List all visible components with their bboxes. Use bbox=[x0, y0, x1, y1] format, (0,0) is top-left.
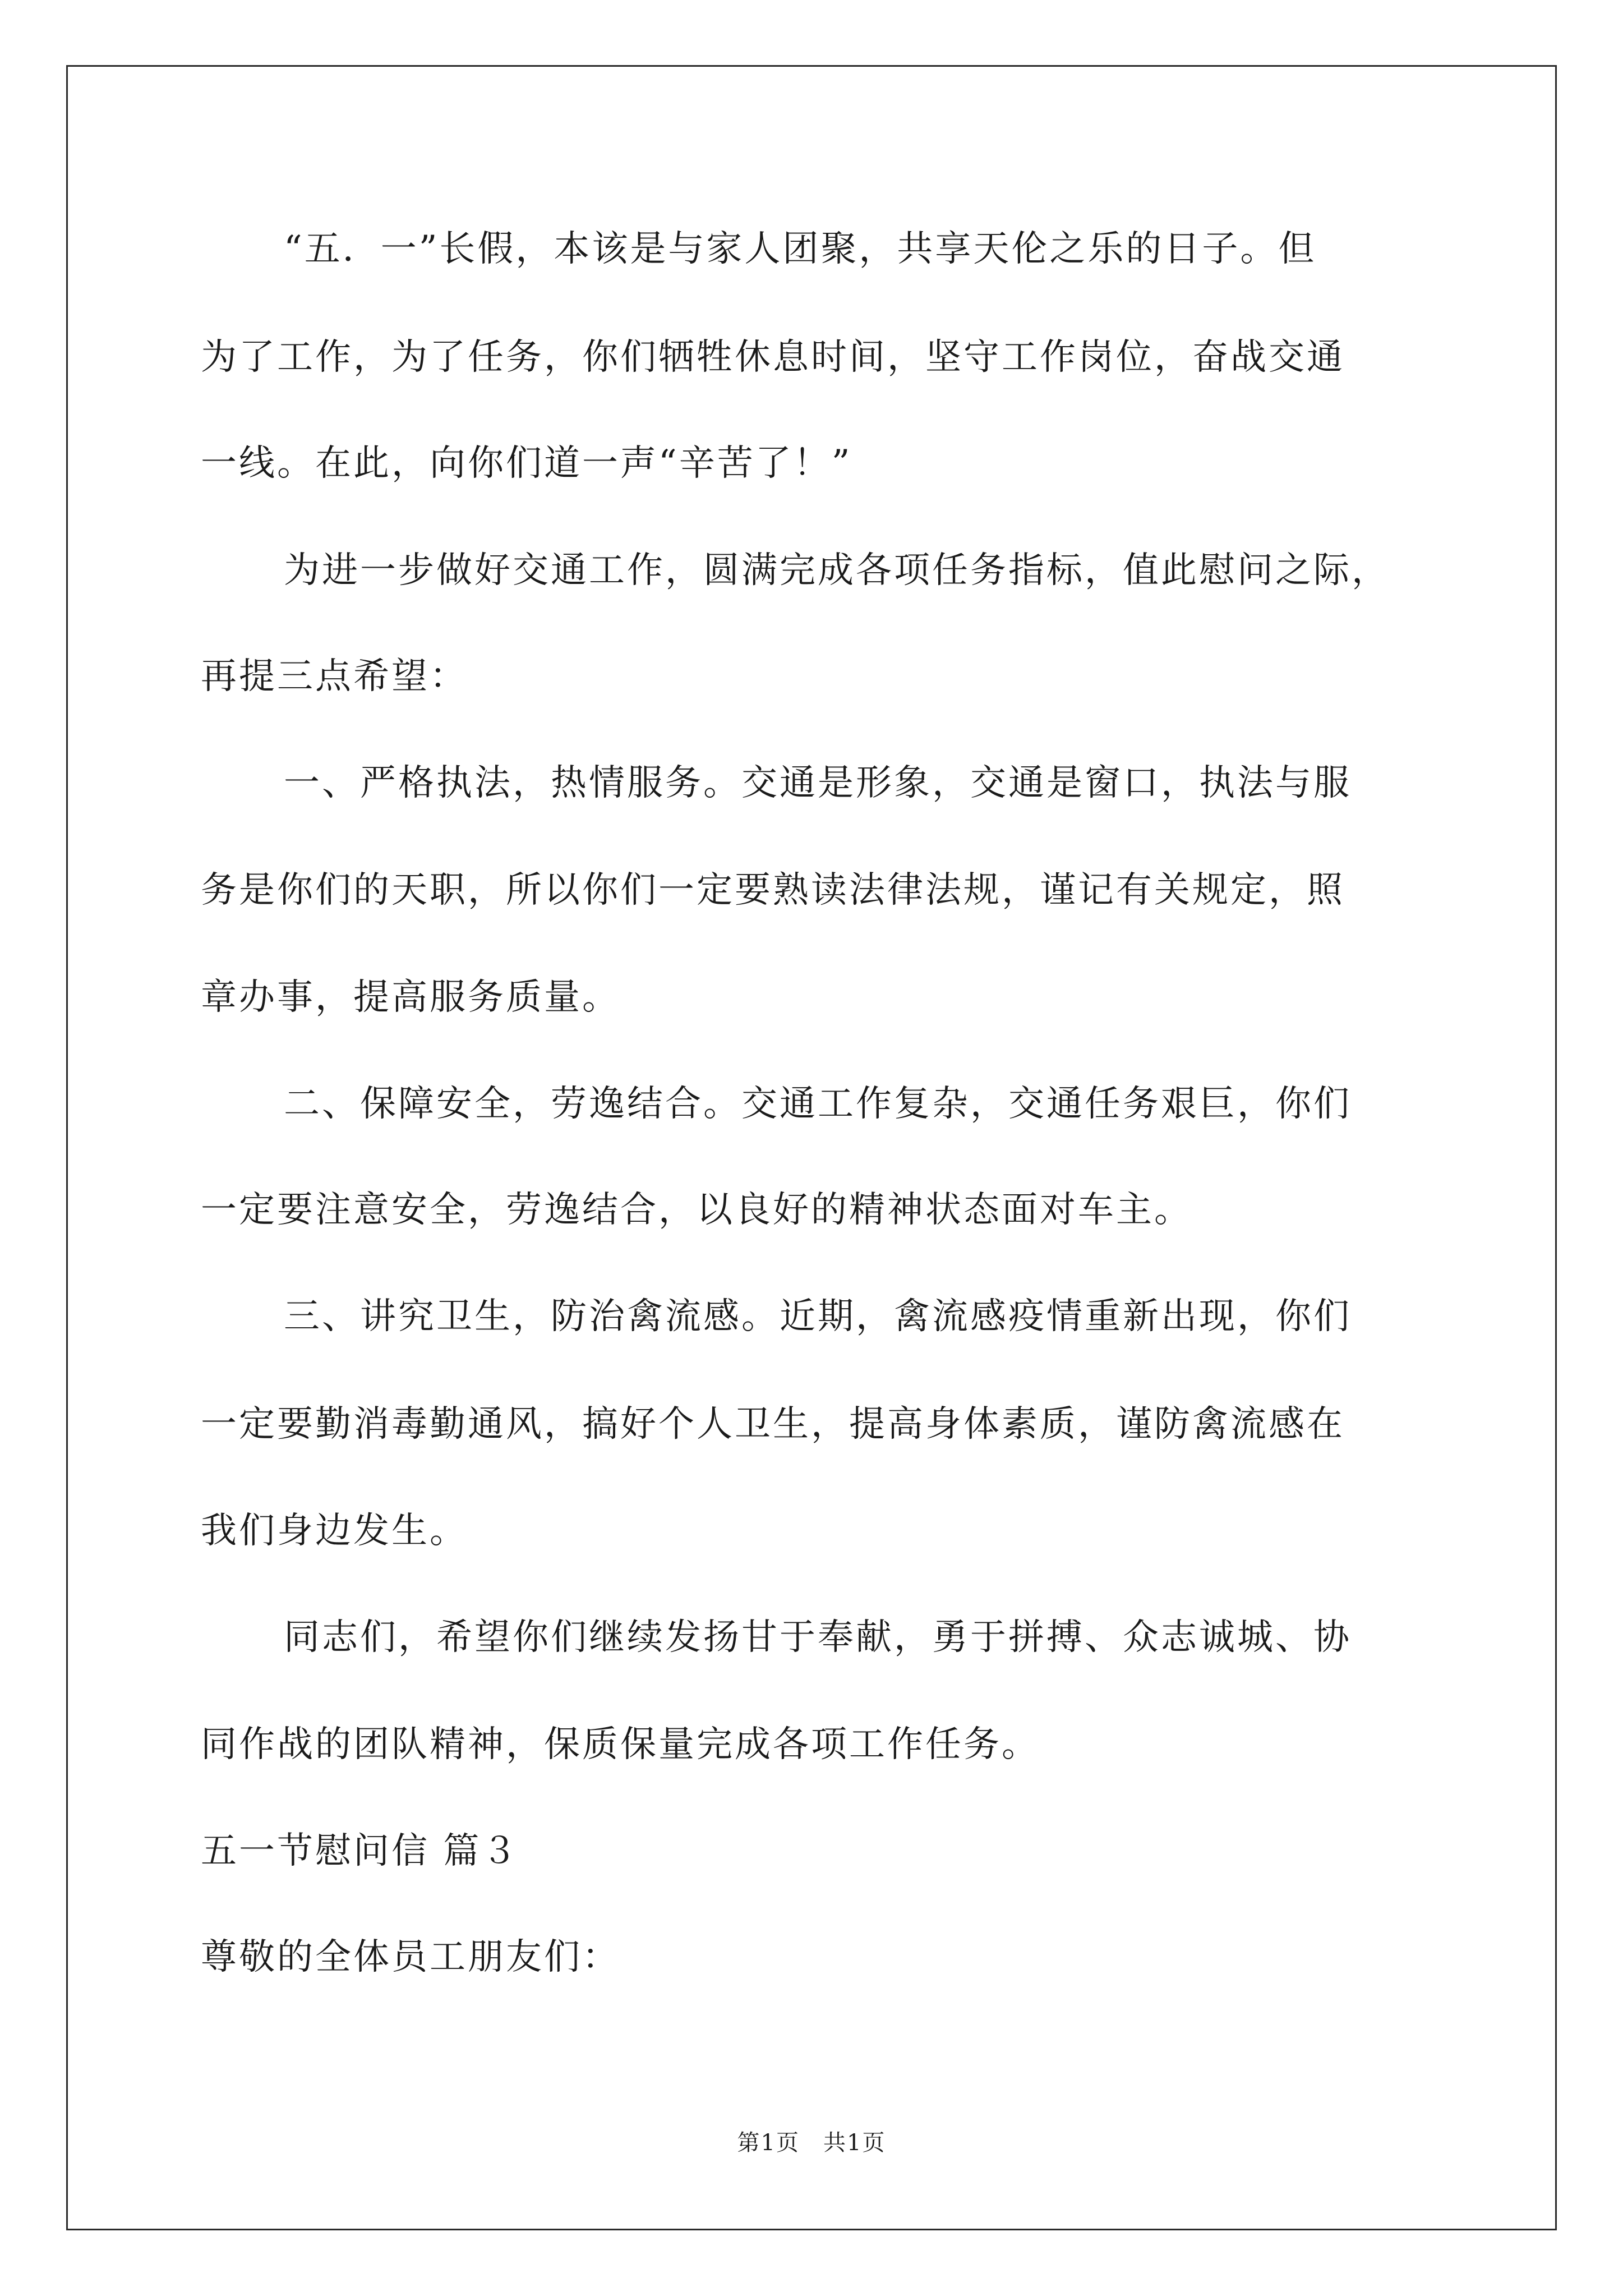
paragraph-line: 为了工作，为了任务，你们牺牲休息时间，坚守工作岗位，奋战交通 bbox=[201, 337, 1345, 378]
paragraph-line: 为进一步做好交通工作，圆满完成各项任务指标，值此慰问之际， bbox=[284, 550, 1390, 591]
paragraph-line: 二、保障安全，劳逸结合。交通工作复杂，交通任务艰巨，你们 bbox=[284, 1083, 1352, 1125]
paragraph-line: 我们身边发生。 bbox=[201, 1510, 468, 1552]
salutation: 尊敬的全体员工朋友们： bbox=[201, 1936, 620, 1978]
paragraph-line: 一定要注意安全，劳逸结合，以良好的精神状态面对车主。 bbox=[201, 1189, 1192, 1231]
paragraph-line: 一、严格执法，热情服务。交通是形象，交通是窗口，执法与服 bbox=[284, 762, 1352, 804]
section-heading: 五一节慰问信 篇３ bbox=[201, 1830, 520, 1872]
page-footer: 第1页 共1页 bbox=[737, 2130, 886, 2156]
paragraph-line: 章办事，提高服务质量。 bbox=[201, 977, 620, 1018]
paragraph-line: 一线。在此，向你们道一声“辛苦了！” bbox=[201, 443, 852, 484]
paragraph-line: 务是你们的天职，所以你们一定要熟读法律法规，谨记有关规定，照 bbox=[201, 869, 1345, 911]
paragraph-line: “五．一”长假，本该是与家人团聚，共享天伦之乐的日子。但 bbox=[284, 228, 1317, 270]
paragraph-line: 同作战的团队精神，保质保量完成各项工作任务。 bbox=[201, 1724, 1040, 1765]
paragraph-line: 三、讲究卫生，防治禽流感。近期，禽流感疫情重新出现，你们 bbox=[284, 1296, 1352, 1337]
paragraph-line: 一定要勤消毒勤通风，搞好个人卫生，提高身体素质，谨防禽流感在 bbox=[201, 1404, 1345, 1445]
paragraph-line: 同志们，希望你们继续发扬甘于奉献，勇于拼搏、众志诚城、协 bbox=[284, 1617, 1352, 1658]
page-border bbox=[66, 65, 1557, 2230]
paragraph-line: 再提三点希望： bbox=[201, 656, 468, 697]
